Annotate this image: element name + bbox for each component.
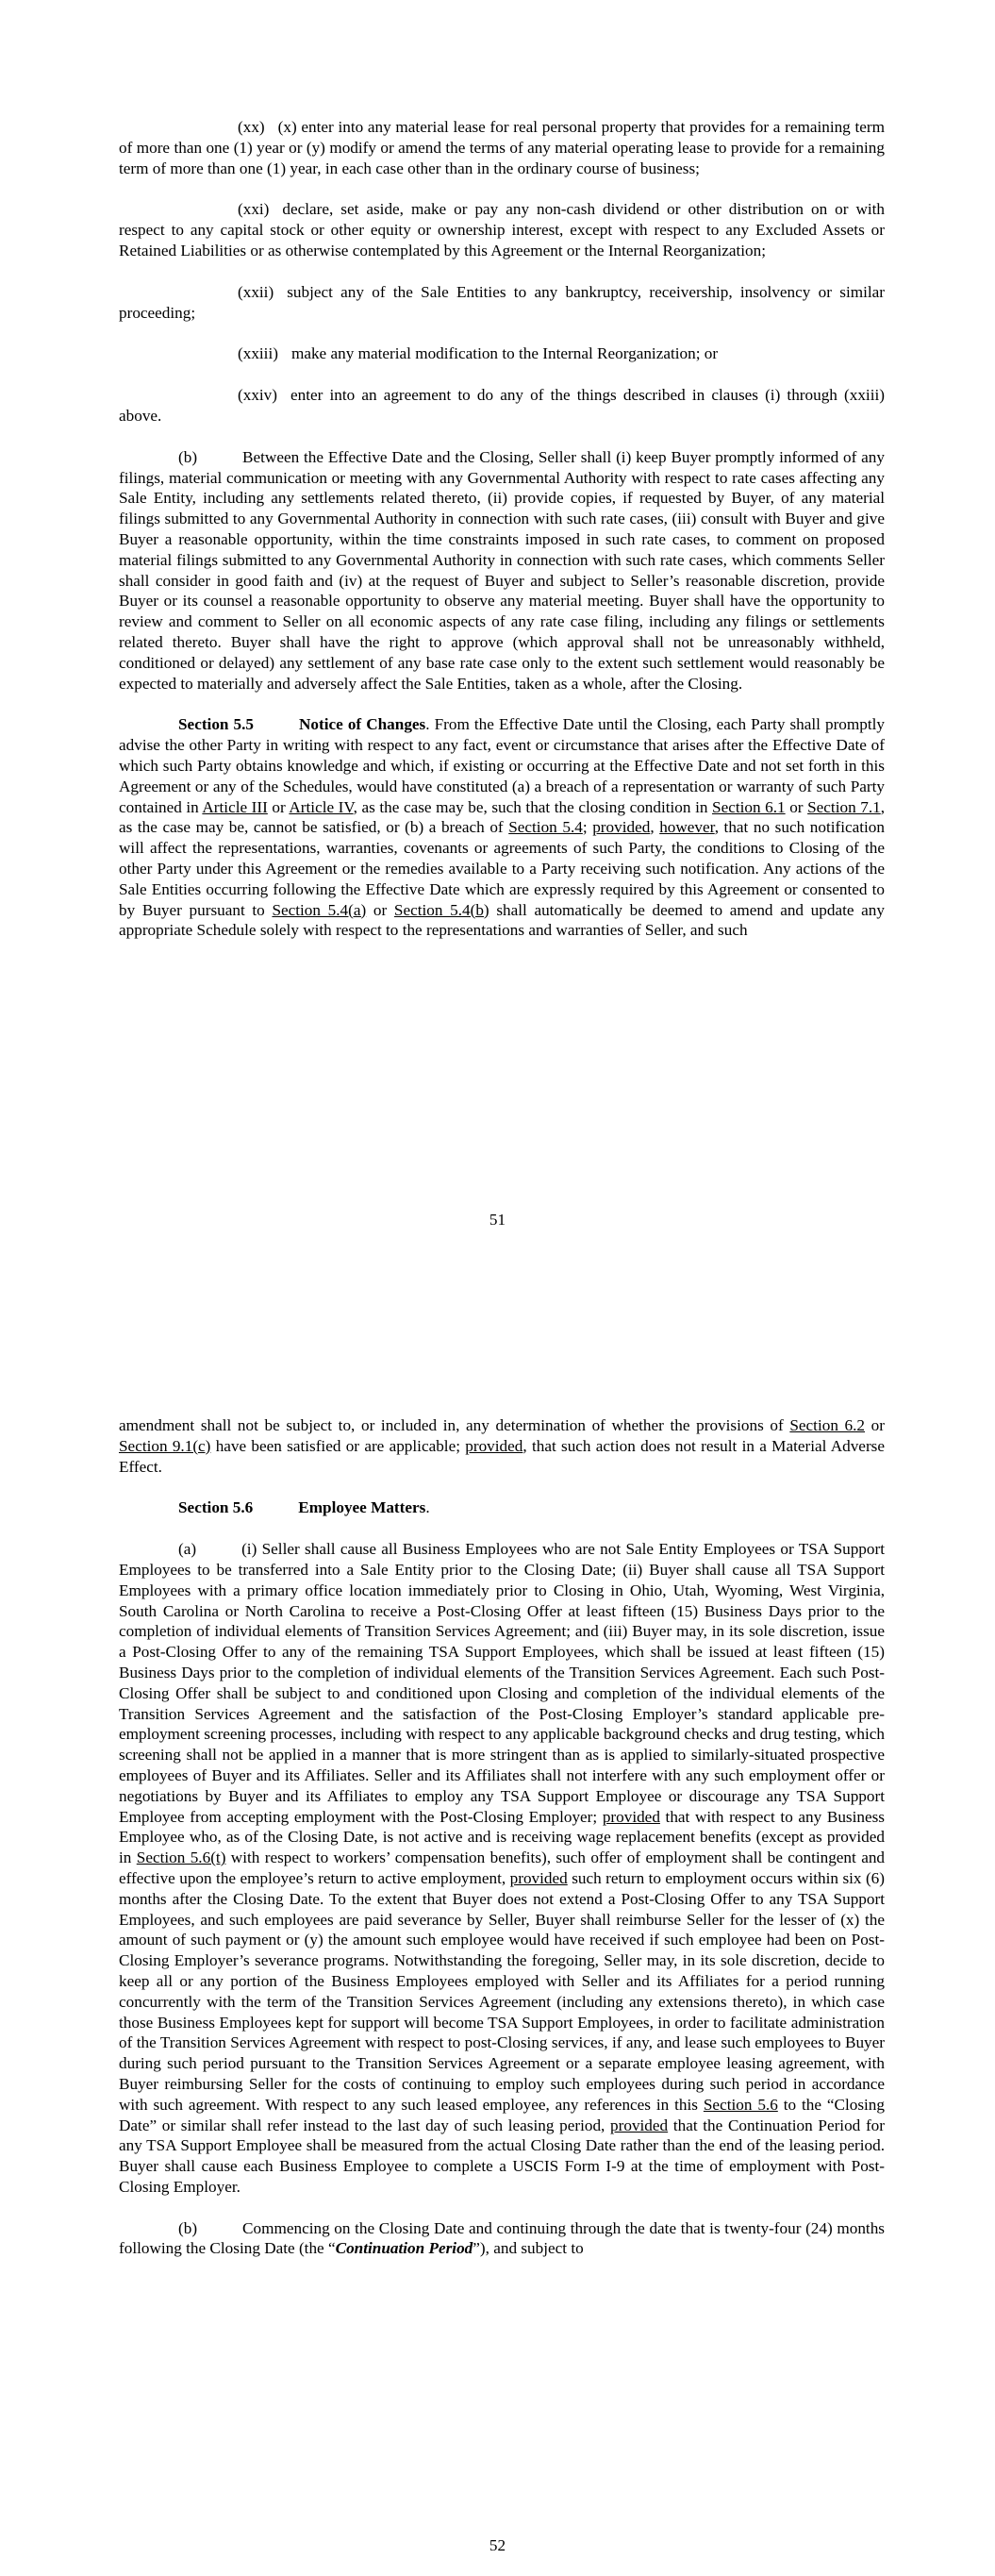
section-5-5-continued (119, 1415, 885, 1477)
clause-xxii (119, 282, 885, 324)
section-label: Section 5.6 (178, 1498, 254, 1517)
section-text: shall automatically be deemed to amend and update any appropriate Schedule solely with respect to the representations and warranties of Seller, and such (119, 900, 885, 940)
clause-xxiii (119, 343, 885, 364)
section-text: have been satisfied or are applicable; (210, 1436, 466, 1455)
defined-term-continuation-period: Continuation Period (335, 2239, 473, 2258)
section-title: Employee Matters (298, 1498, 426, 1517)
section-7-1-link[interactable]: Section 7.1 (807, 797, 881, 816)
section-6-1-link[interactable]: Section 6.1 (712, 797, 786, 816)
clause-number: (xxii) (238, 282, 274, 301)
clause-text: declare, set aside, make or pay any non-cash dividend or other distribution on or with respect to any capital stock or other equity or ownership interest, except with respect to any Excluded Assets or Retained Liabilities or as otherwise contemplated by this Agreement or the Internal Reorganization; (119, 200, 885, 259)
however-term: however (659, 818, 715, 837)
paragraph-b-continuation (119, 2218, 885, 2260)
clause-text: subject any of the Sale Entities to any bankruptcy, receivership, insolvency or similar proceeding; (119, 282, 885, 322)
page-52-body (119, 1415, 885, 2280)
clause-number: (xx) (238, 118, 265, 136)
section-5-4b-link[interactable]: Section 5.4(b) (393, 900, 489, 919)
provided-term: provided (610, 2116, 669, 2134)
paragraph-text: (i) Seller shall cause all Business Employees who are not Sale Entity Employees or TSA Support Employees to be transferred into a Sale Entity prior to the Closing Date; (ii) Buyer shall cause all TSA Support Employees with a primary office location immediately prior to Closing in Ohio, Utah, Wyoming, West Virginia, South Carolina or North Carolina to receive a Post-Closing Offer at least fifteen (15) Business Days prior to the completion of individual elements of Transition Services Agreement; and (iii) Buyer may, in its sole discretion, issue a Post-Closing Offer to any of the remaining TSA Support Employees, which shall be issued at least fifteen (15) Business Days prior to the completion of individual elements of the Transition Services Agreement. Each such Post-Closing Offer shall be subject to and conditioned upon Closing and completion of the individual elements of the Transition Services Agreement and the satisfaction of the Post-Closing Employer’s standard applicable pre-employment screening processes, including with respect to any applicable background checks and drug testing, which screening shall not be applied in a manner that is more stringent than as is applied to similarly-situated prospective employees of Buyer and its Affiliates. Seller and its Affiliates shall not interfere with any such employment offer or negotiations by Buyer and its Affiliates to employ any TSA Support Employee or discourage any TSA Support Employee from accepting employment with the Post-Closing Employer; (119, 1540, 885, 1826)
section-5-6-heading (119, 1497, 885, 1518)
provided-term: provided (602, 1807, 660, 1826)
section-text: , as the case may be, cannot be satisfied, or (b) a breach of (119, 797, 886, 837)
section-title-period: . (425, 1498, 430, 1517)
clause-text: (x) enter into any material lease for real personal property that provides for a remaining term of more than one (1) year or (y) modify or amend the terms of any material operating lease to provide for a remaining term of more than one (1) year, in each case other than in the ordinary course of business; (119, 118, 885, 177)
section-text: , (650, 818, 660, 837)
paragraph-number: (a) (178, 1540, 197, 1559)
article-iii-link[interactable]: Article III (202, 797, 268, 816)
clause-xxiv (119, 385, 885, 427)
section-title: Notice of Changes (299, 715, 426, 734)
clause-xxi (119, 199, 885, 260)
section-text: , as the case may be, such that the closing condition in (353, 797, 713, 816)
section-5-6-link[interactable]: Section 5.6 (703, 2095, 778, 2114)
section-5-6t-link[interactable]: Section 5.6(t) (136, 1848, 226, 1867)
section-text: or (267, 797, 290, 816)
clause-number: (xxi) (238, 200, 270, 219)
paragraph-text: Commencing on the Closing Date and continuing through the date that is twenty-four (24) months following the Closing Date (the “ (119, 2218, 885, 2258)
paragraph-text: that with respect to any Business Employee who, as of the Closing Date, is not active and is receiving wage replacement benefits (except as provided in (119, 1807, 885, 1867)
paragraph-number: (b) (178, 2218, 198, 2237)
section-label: Section 5.5 (178, 715, 255, 734)
page-number: 51 (489, 1211, 506, 1229)
provided-term: provided (592, 818, 651, 837)
section-text: or (785, 797, 808, 816)
section-9-1c-link[interactable]: Section 9.1(c) (119, 1436, 211, 1455)
section-5-5 (119, 714, 885, 941)
provided-term: provided (509, 1868, 568, 1887)
section-5-4a-link[interactable]: Section 5.4(a) (272, 900, 367, 919)
section-6-2-link[interactable]: Section 6.2 (789, 1416, 866, 1434)
paragraph-b-rate-cases (119, 447, 885, 694)
section-text: or (865, 1416, 885, 1434)
section-text: , that such action does not result in a Material Adverse Effect. (119, 1436, 885, 1476)
paragraph-text: to the “Closing Date” or similar shall refer instead to the last day of such leasing period, (119, 2095, 885, 2134)
clause-number: (xxiv) (238, 386, 278, 405)
paragraph-text: with respect to workers’ compensation benefits), such offer of employment shall be contingent and effective upon the employee’s return to active employment, (119, 1848, 886, 1887)
paragraph-number: (b) (178, 447, 198, 466)
section-text: amendment shall not be subject to, or included in, any determination of whether the provisions of (119, 1416, 790, 1434)
page-number: 52 (489, 2536, 506, 2554)
clause-xx (119, 117, 885, 178)
clause-text: enter into an agreement to do any of the things described in clauses (i) through (xxiii) above. (119, 386, 885, 425)
section-text: , that no such notification will affect the representations, warranties, covenants or agreements of such Party, the conditions to Closing of the other Party under this Agreement or the remedies available to a Party receiving such notification. Any actions of the Sale Entities occurring following the Effective Date which are expressly required by this Agreement or consented to by Buyer pursuant to (119, 818, 885, 919)
section-text: or (366, 900, 394, 919)
provided-term: provided (465, 1436, 523, 1455)
paragraph-text: such return to employment occurs within six (6) months after the Closing Date. To the extent that Buyer does not extend a Post-Closing Offer to any TSA Support Employees, and such employees are paid severance by Seller, Buyer shall reimburse Seller for the lesser of (x) the amount of such payment or (y) the amount such employee would have received if such employee had been on Post-Closing Employer’s severance programs. Notwithstanding the foregoing, Seller may, in its sole discretion, decide to keep all or any portion of the Business Employees employed with Seller and its Affiliates for a period running concurrently with the term of the Transition Services Agreement (including any extensions thereto), in which case those Business Employees kept for support will become TSA Support Employees, in order to facilitate administration of the Transition Services Agreement with respect to post-Closing services, if any, and lease such employees to Buyer during such period pursuant to the Transition Services Agreement or a separate employee leasing agreement, with Buyer reimbursing Seller for the costs of continuing to employ such employees during such period in accordance with such agreement. With respect to any such leased employee, any references in this (119, 1868, 885, 2114)
section-text: . From the Effective Date until the Closing, each Party shall promptly advise the other Party in writing with respect to any fact, event or circumstance that arises after the Effective Date of which such Party obtains knowledge and which, if existing or occurring at the Effective Date and not set forth in this Agreement or any of the Schedules, would have constituted (a) a breach of a representation or warranty of such Party contained in (119, 715, 886, 816)
clause-number: (xxiii) (238, 344, 278, 363)
paragraph-text: Between the Effective Date and the Closing, Seller shall (i) keep Buyer promptly informed of any filings, material communication or meeting with any Governmental Authority with respect to rate cases affecting any Sale Entity, including any settlements related thereto, (ii) provide copies, if requested by Buyer, of any material filings submitted to any Governmental Authority in connection with such rate cases, (iii) consult with Buyer and give Buyer a reasonable opportunity, within the time constraints imposed in such rate cases, to comment on proposed material filings submitted to any Governmental Authority in connection with such rate cases, which comments Seller shall consider in good faith and (iv) at the request of Buyer and subject to Seller’s reasonable discretion, provide Buyer or its counsel a reasonable opportunity to observe any material meeting. Buyer shall have the opportunity to review and comment to Seller on all economic aspects of any rate case filing, including any filings or settlements related thereto. Buyer shall have the right to approve (which approval shall not be unreasonably withheld, conditioned or delayed) any settlement of any base rate case only to the extent such settlement would reasonably be expected to materially and adversely affect the Sale Entities, taken as a whole, after the Closing. (119, 447, 885, 693)
section-5-4-link[interactable]: Section 5.4 (508, 818, 583, 837)
paragraph-text: ”), and subject to (473, 2239, 584, 2258)
paragraph-text: that the Continuation Period for any TSA Support Employee shall be measured from the actual Closing Date rather than the end of the leasing period. Buyer shall cause each Business Employee to complete a USCIS Form I-9 at the time of employment with Post-Closing Employer. (119, 2116, 885, 2196)
paragraph-a-employees (119, 1539, 885, 2198)
article-iv-link[interactable]: Article IV (289, 797, 354, 816)
page-52 (0, 1288, 995, 2576)
section-text: ; (582, 818, 593, 837)
clause-text: make any material modification to the Internal Reorganization; or (290, 344, 719, 363)
page-51-body (119, 117, 885, 962)
